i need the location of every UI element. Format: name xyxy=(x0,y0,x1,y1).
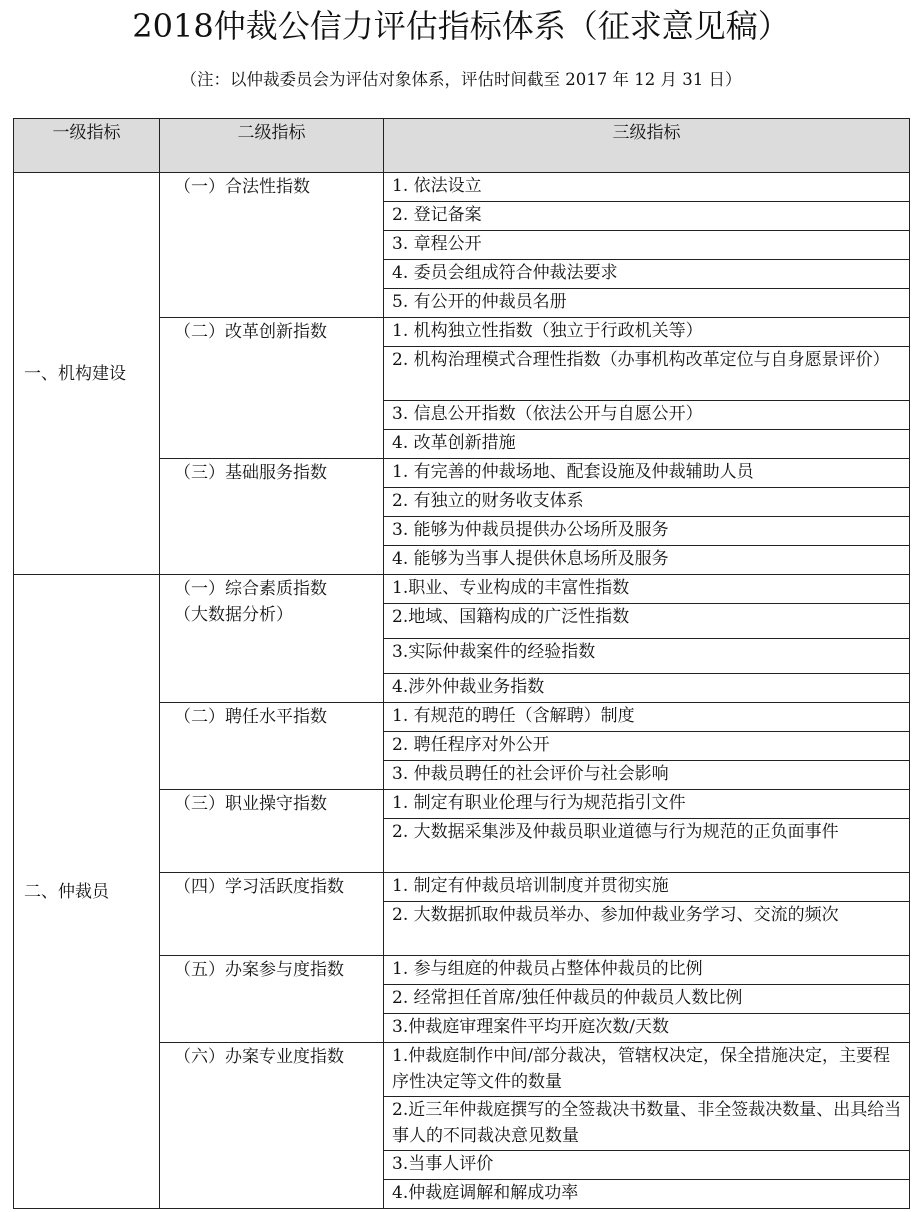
level3-cell: 1.仲裁庭制作中间/部分裁决，管辖权决定，保全措施决定，主要程序性决定等文件的数量 xyxy=(384,1043,910,1097)
level2-label: （三）职业操守指数 xyxy=(174,794,327,814)
level2-cell xyxy=(160,1043,384,1209)
level3-cell: 1. 制定有职业伦理与行为规范指引文件 xyxy=(384,790,910,819)
indicator-table xyxy=(13,118,910,1209)
level2-label: （四）学习活跃度指数 xyxy=(174,877,344,897)
level2-cell xyxy=(160,703,384,790)
level2-label: （三）基础服务指数 xyxy=(174,463,327,483)
level2-cell xyxy=(160,459,384,575)
level3-cell: 3. 章程公开 xyxy=(384,231,910,260)
level3-cell: 3.仲裁庭审理案件平均开庭次数/天数 xyxy=(384,1014,910,1043)
level3-cell: 4.仲裁庭调解和解成功率 xyxy=(384,1180,910,1209)
level2-cell xyxy=(160,318,384,459)
level2-label: （五）办案参与度指数 xyxy=(174,960,344,980)
level3-cell: 3. 信息公开指数（依法公开与自愿公开） xyxy=(384,401,910,430)
level3-cell: 4. 委员会组成符合仲裁法要求 xyxy=(384,260,910,289)
table-header-row xyxy=(14,119,910,173)
header-level3: 三级指标 xyxy=(384,119,910,173)
level2-sublabel: （大数据分析） xyxy=(174,605,293,625)
level2-cell xyxy=(160,956,384,1043)
header-level2: 二级指标 xyxy=(160,119,384,173)
level3-cell: 1. 制定有仲裁员培训制度并贯彻实施 xyxy=(384,873,910,902)
level3-cell: 1. 参与组庭的仲裁员占整体仲裁员的比例 xyxy=(384,956,910,985)
level3-cell: 3.实际仲裁案件的经验指数 xyxy=(384,639,910,674)
level3-cell: 2. 经常担任首席/独任仲裁员的仲裁员人数比例 xyxy=(384,985,910,1014)
level2-cell xyxy=(160,173,384,318)
level3-cell: 3. 仲裁员聘任的社会评价与社会影响 xyxy=(384,761,910,790)
header-level1: 一级指标 xyxy=(14,119,160,173)
level3-cell: 2. 聘任程序对外公开 xyxy=(384,732,910,761)
level3-cell: 5. 有公开的仲裁员名册 xyxy=(384,289,910,318)
level3-cell: 2. 有独立的财务收支体系 xyxy=(384,488,910,517)
level2-cell xyxy=(160,790,384,873)
level2-label: （六）办案专业度指数 xyxy=(174,1047,344,1067)
level3-cell: 2. 大数据抓取仲裁员举办、参加仲裁业务学习、交流的频次 xyxy=(384,902,910,956)
level2-label: （一）合法性指数 xyxy=(174,177,310,197)
level3-cell: 1. 有完善的仲裁场地、配套设施及仲裁辅助人员 xyxy=(384,459,910,488)
table-row xyxy=(14,575,910,604)
level3-cell: 1.职业、专业构成的丰富性指数 xyxy=(384,575,910,604)
level1-cell: 一、机构建设 xyxy=(14,173,160,575)
level2-label: （一）综合素质指数 xyxy=(174,579,327,599)
level3-cell: 4.涉外仲裁业务指数 xyxy=(384,674,910,703)
table-row xyxy=(14,173,910,202)
level2-label: （二）改革创新指数 xyxy=(174,322,327,342)
level3-cell: 2. 大数据采集涉及仲裁员职业道德与行为规范的正负面事件 xyxy=(384,819,910,873)
level3-cell: 2.地域、国籍构成的广泛性指数 xyxy=(384,604,910,639)
level2-cell xyxy=(160,575,384,703)
level3-cell: 2.近三年仲裁庭撰写的全签裁决书数量、非全签裁决数量、出具给当事人的不同裁决意见数量 xyxy=(384,1097,910,1151)
document-note: （注：以仲裁委员会为评估对象体系，评估时间截至 2017 年 12 月 31 日） xyxy=(180,70,742,89)
level1-cell: 二、仲裁员 xyxy=(14,575,160,1209)
level3-cell: 3. 能够为仲裁员提供办公场所及服务 xyxy=(384,517,910,546)
level2-cell xyxy=(160,873,384,956)
level3-cell: 3.当事人评价 xyxy=(384,1151,910,1180)
document-title: 2018仲裁公信力评估指标体系（征求意见稿） xyxy=(132,7,790,45)
level3-cell: 1. 机构独立性指数（独立于行政机关等） xyxy=(384,318,910,347)
level3-cell: 2. 登记备案 xyxy=(384,202,910,231)
level3-cell: 1. 依法设立 xyxy=(384,173,910,202)
level2-label: （二）聘任水平指数 xyxy=(174,707,327,727)
level3-cell: 2. 机构治理模式合理性指数（办事机构改革定位与自身愿景评价） xyxy=(384,347,910,401)
level3-cell: 4. 能够为当事人提供休息场所及服务 xyxy=(384,546,910,575)
level3-cell: 1. 有规范的聘任（含解聘）制度 xyxy=(384,703,910,732)
level3-cell: 4. 改革创新措施 xyxy=(384,430,910,459)
